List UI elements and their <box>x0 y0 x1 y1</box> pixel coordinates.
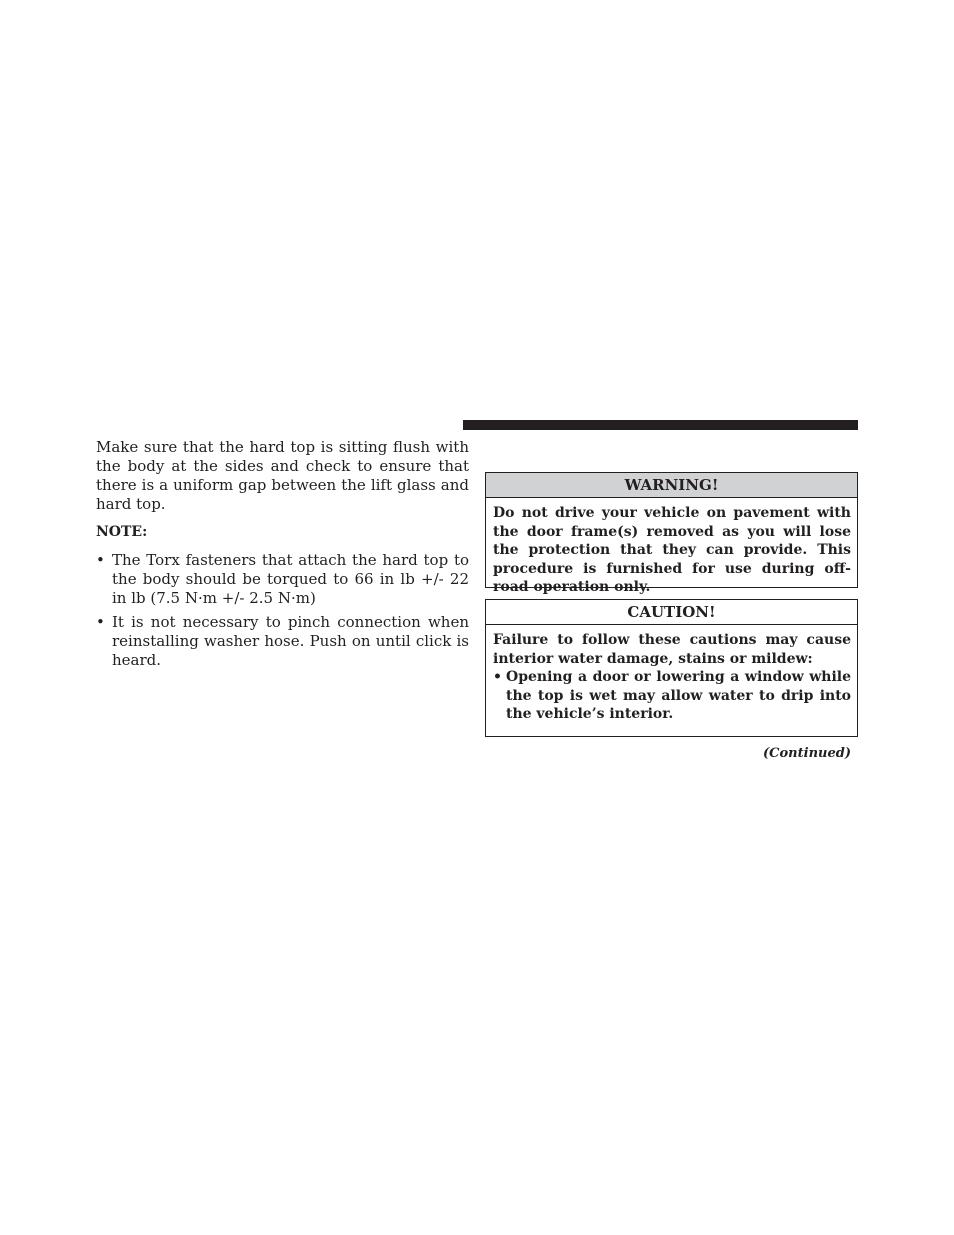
caution-title: CAUTION! <box>486 600 857 625</box>
bullet-icon: • <box>96 613 105 631</box>
bullet-icon: • <box>493 669 502 685</box>
intro-paragraph: Make sure that the hard top is sitting flush with the body at the sides and check to ensure that there is a uniform gap between the lift glass and hard top. <box>96 438 469 513</box>
caution-bullet-text: Opening a door or lowering a window while the top is wet may allow water to drip into the vehicle’s interior. <box>506 669 851 722</box>
warning-text: Do not drive your vehicle on pavement with the door frame(s) removed as you will lose the protection that they can provide. This procedure is furnished for use during off-road operation only. <box>493 505 851 595</box>
left-column <box>96 438 469 675</box>
warning-title: WARNING! <box>486 473 857 498</box>
list-item-text: It is not necessary to pinch connection when reinstalling washer hose. Push on until click is heard. <box>112 613 469 669</box>
note-label: NOTE: <box>96 524 148 540</box>
caution-intro: Failure to follow these cautions may cause interior water damage, stains or mildew: <box>493 632 851 667</box>
warning-body <box>486 498 857 597</box>
caution-body <box>486 625 857 724</box>
warning-box <box>485 472 858 595</box>
caution-bullet <box>493 668 851 724</box>
list-item <box>96 613 469 670</box>
continued-label: (Continued) <box>763 746 851 761</box>
section-rule <box>463 420 858 430</box>
list-item-text: The Torx fasteners that attach the hard top to the body should be torqued to 66 in lb +/- 22 in lb (7.5 N·m +/- 2.5 N·m) <box>112 551 469 607</box>
list-item <box>96 551 469 608</box>
caution-box <box>485 599 858 737</box>
bullet-icon: • <box>96 551 105 569</box>
note-list <box>96 551 469 670</box>
